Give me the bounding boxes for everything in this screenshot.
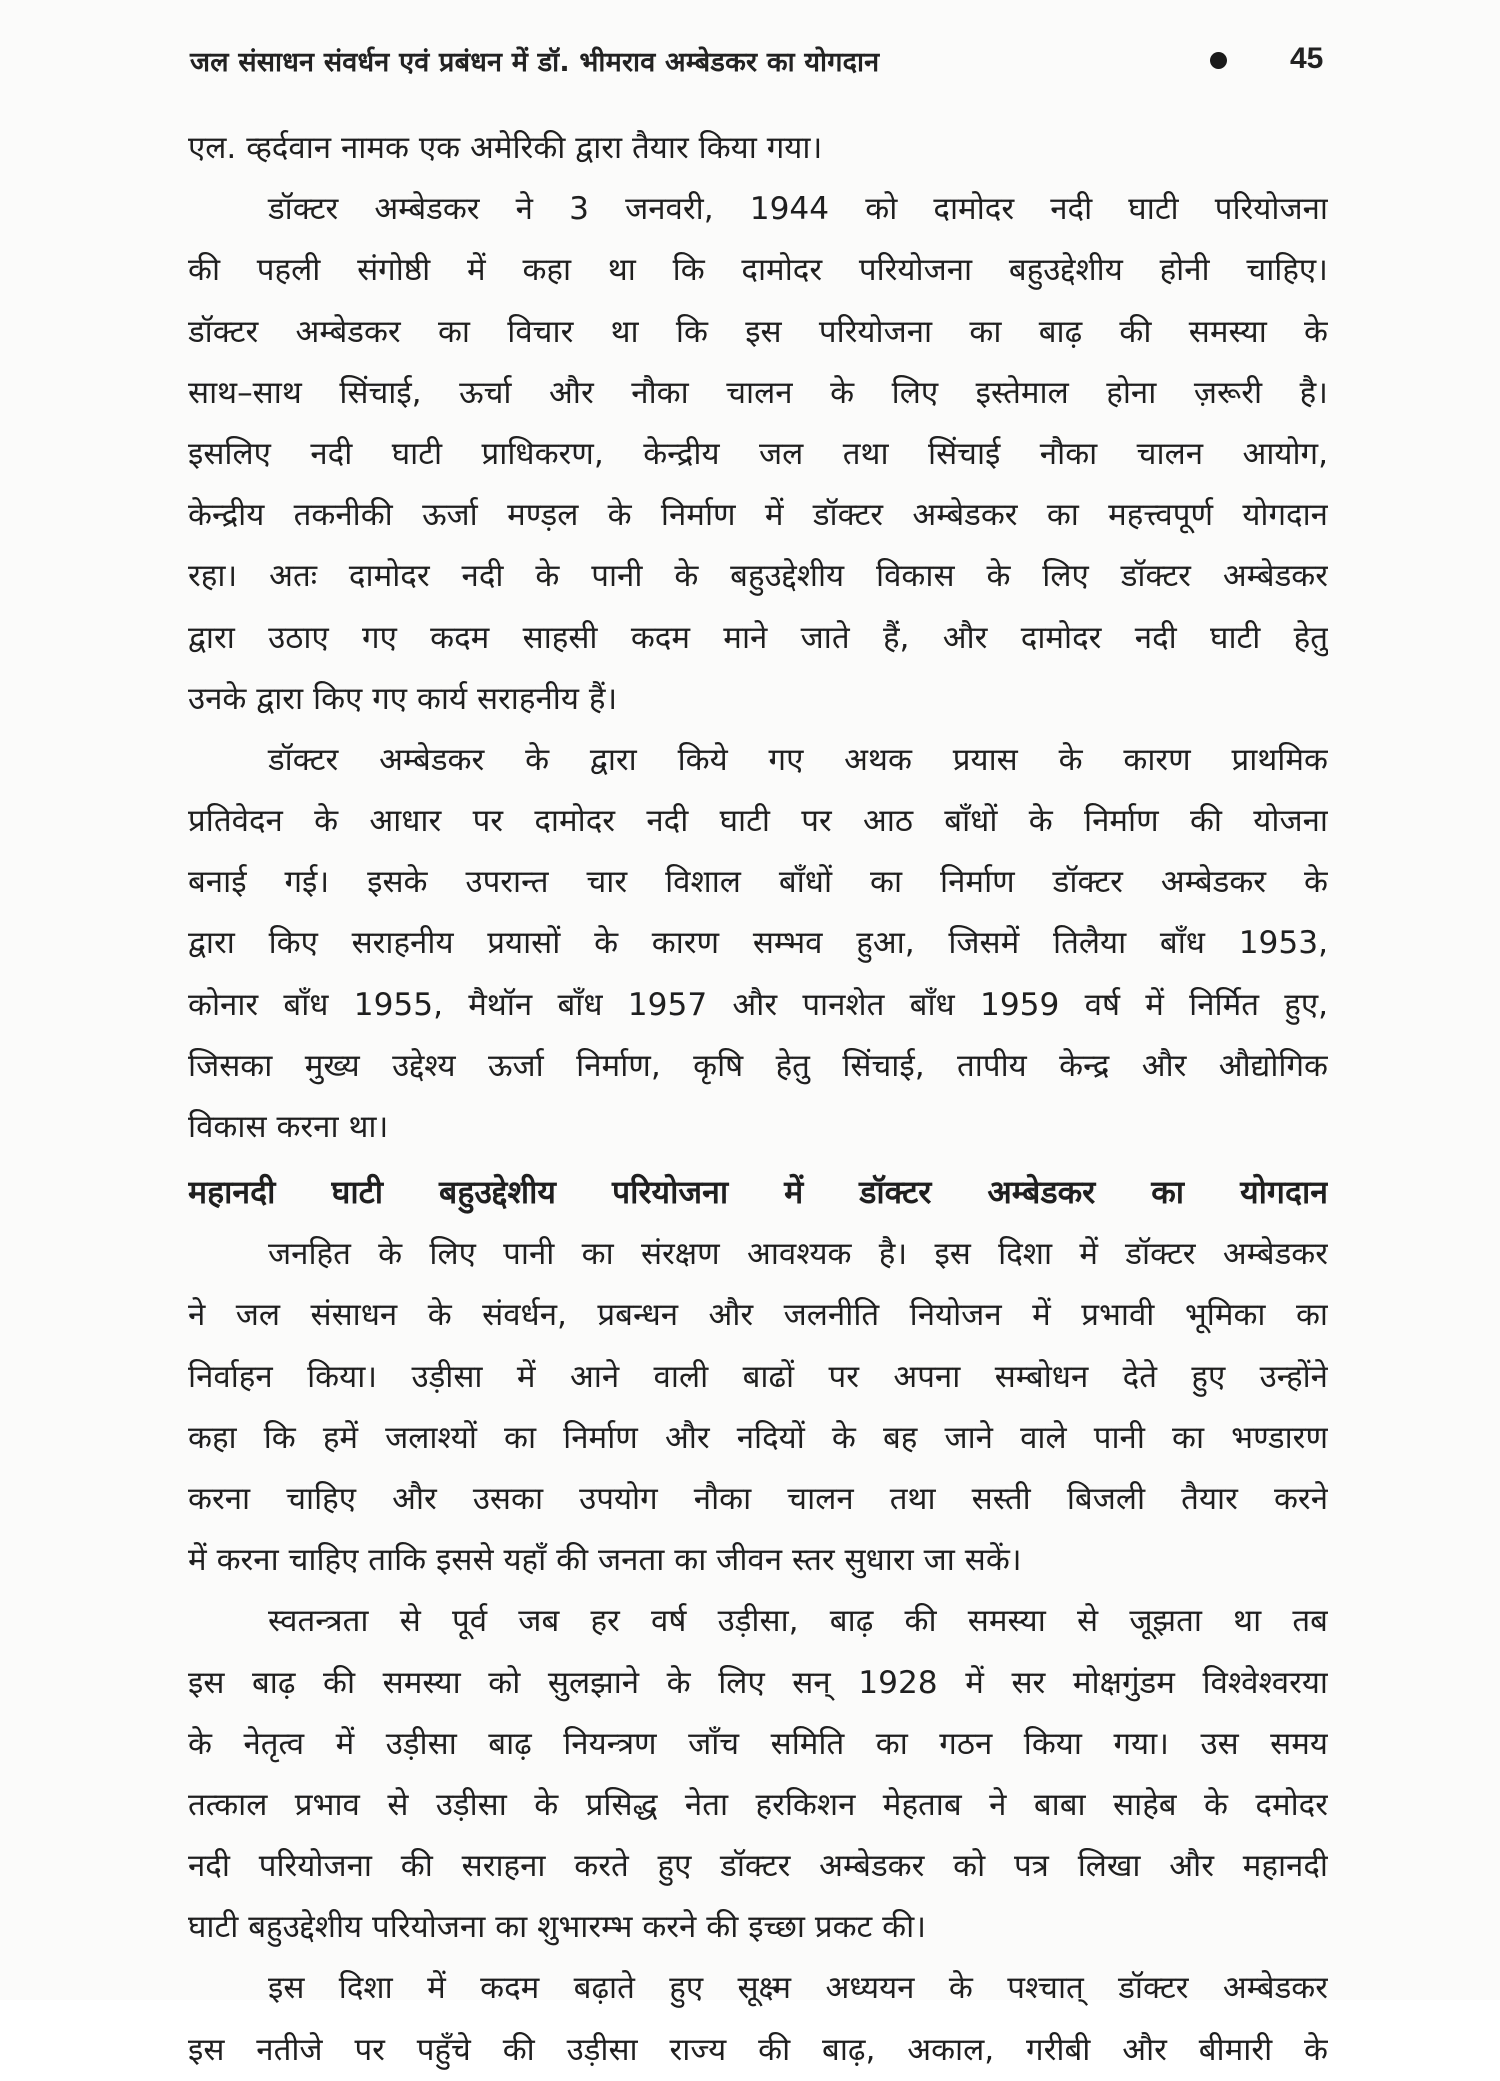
text-line: द्वारा उठाए गए कदम साहसी कदम माने जाते हैं, और दामोदर नदी घाटी हेतु	[188, 619, 1328, 656]
text-line: डॉक्टर अम्बेडकर ने 3 जनवरी, 1944 को दामोदर नदी घाटी परियोजना	[268, 191, 1328, 228]
text-line: करना चाहिए और उसका उपयोग नौका चालन तथा सस्ती बिजली तैयार करने	[188, 1480, 1328, 1517]
text-line: तत्काल प्रभाव से उड़ीसा के प्रसिद्ध नेता हरकिशन मेहताब ने बाबा साहेब के दमोदर	[188, 1786, 1328, 1823]
section-heading: महानदी घाटी बहुउद्देशीय परियोजना में डॉक्टर अम्बेडकर का योगदान	[188, 1173, 1328, 1212]
text-line: इस बाढ़ की समस्या को सुलझाने के लिए सन् 1928 में सर मोक्षगुंडम विश्वेश्वरया	[188, 1664, 1328, 1701]
text-line: ने जल संसाधन के संवर्धन, प्रबन्धन और जलनीति नियोजन में प्रभावी भूमिका का	[188, 1297, 1328, 1334]
page-number: 45	[1290, 42, 1324, 75]
paragraph	[188, 730, 1328, 1158]
text-line: कहा कि हमें जलाश्यों का निर्माण और नदियों के बह जाने वाले पानी का भण्डारण	[188, 1419, 1328, 1456]
text-line: डॉक्टर अम्बेडकर का विचार था कि इस परियोजना का बाढ़ की समस्या के	[188, 313, 1328, 350]
text-line: रहा। अतः दामोदर नदी के पानी के बहुउद्देशीय विकास के लिए डॉक्टर अम्बेडकर	[188, 558, 1328, 595]
text-line: डॉक्टर अम्बेडकर के द्वारा किये गए अथक प्रयास के कारण प्राथमिक	[268, 741, 1328, 778]
bullet-dot-icon	[1210, 52, 1227, 69]
text-line: जनहित के लिए पानी का संरक्षण आवश्यक है। इस दिशा में डॉक्टर अम्बेडकर	[268, 1236, 1328, 1273]
paragraph	[188, 179, 1328, 730]
text-line: इस दिशा में कदम बढ़ाते हुए सूक्ष्म अध्ययन के पश्चात् डॉक्टर अम्बेडकर	[268, 1970, 1328, 2007]
text-line: कोनार बाँध 1955, मैथॉन बाँध 1957 और पानशेत बाँध 1959 वर्ष में निर्मित हुए,	[188, 986, 1328, 1023]
paragraph	[188, 1591, 1328, 1958]
text-line: द्वारा किए सराहनीय प्रयासों के कारण सम्भव हुआ, जिसमें तिलैया बाँध 1953,	[188, 925, 1328, 962]
text-line: इसलिए नदी घाटी प्राधिकरण, केन्द्रीय जल तथा सिंचाई नौका चालन आयोग,	[188, 435, 1328, 472]
text-line: जिसका मुख्य उद्देश्य ऊर्जा निर्माण, कृषि हेतु सिंचाई, तापीय केन्द्र और औद्योगिक	[188, 1047, 1328, 1084]
text-line: के नेतृत्व में उड़ीसा बाढ़ नियन्त्रण जाँच समिति का गठन किया गया। उस समय	[188, 1725, 1328, 1762]
text-line: केन्द्रीय तकनीकी ऊर्जा मण्ड़ल के निर्माण में डॉक्टर अम्बेडकर का महत्त्वपूर्ण योगदान	[188, 497, 1328, 534]
text-line: नदी परियोजना की सराहना करते हुए डॉक्टर अम्बेडकर को पत्र लिखा और महानदी	[188, 1848, 1328, 1885]
paragraph	[188, 1958, 1328, 2080]
text-line: एल. व्हर्दवान नामक एक अमेरिकी द्वारा तैयार किया गया।	[188, 130, 823, 166]
running-header	[190, 38, 1325, 82]
text-line: की पहली संगोष्ठी में कहा था कि दामोदर परियोजना बहुउद्देशीय होनी चाहिए।	[188, 252, 1328, 289]
text-line: विकास करना था।	[188, 1109, 389, 1145]
text-line: प्रतिवेदन के आधार पर दामोदर नदी घाटी पर आठ बाँधों के निर्माण की योजना	[188, 803, 1328, 840]
text-line: स्वतन्त्रता से पूर्व जब हर वर्ष उड़ीसा, बाढ़ की समस्या से जूझता था तब	[268, 1603, 1328, 1640]
text-line: इस नतीजे पर पहुँचे की उड़ीसा राज्य की बाढ़, अकाल, गरीबी और बीमारी के	[188, 2031, 1328, 2068]
text-line: साथ–साथ सिंचाई, ऊर्चा और नौका चालन के लिए इस्तेमाल होना ज़रूरी है।	[188, 374, 1328, 411]
text-line: उनके द्वारा किए गए कार्य सराहनीय हैं।	[188, 680, 618, 717]
paragraph	[188, 118, 1328, 179]
text-line: में करना चाहिए ताकि इससे यहाँ की जनता का जीवन स्तर सुधारा जा सकें।	[188, 1542, 1022, 1579]
text-line: घाटी बहुउद्देशीय परियोजना का शुभारम्भ करने की इच्छा प्रकट की।	[188, 1909, 927, 1946]
text-line: निर्वाहन किया। उड़ीसा में आने वाली बाढों पर अपना सम्बोधन देते हुए उन्होंने	[188, 1358, 1328, 1395]
paragraph	[188, 1224, 1328, 1591]
text-line: बनाई गई। इसके उपरान्त चार विशाल बाँधों का निर्माण डॉक्टर अम्बेडकर के	[188, 864, 1328, 901]
running-title: जल संसाधन संवर्धन एवं प्रबंधन में डॉ. भीमराव अम्बेडकर का योगदान	[190, 46, 880, 78]
body-text	[188, 118, 1328, 2081]
